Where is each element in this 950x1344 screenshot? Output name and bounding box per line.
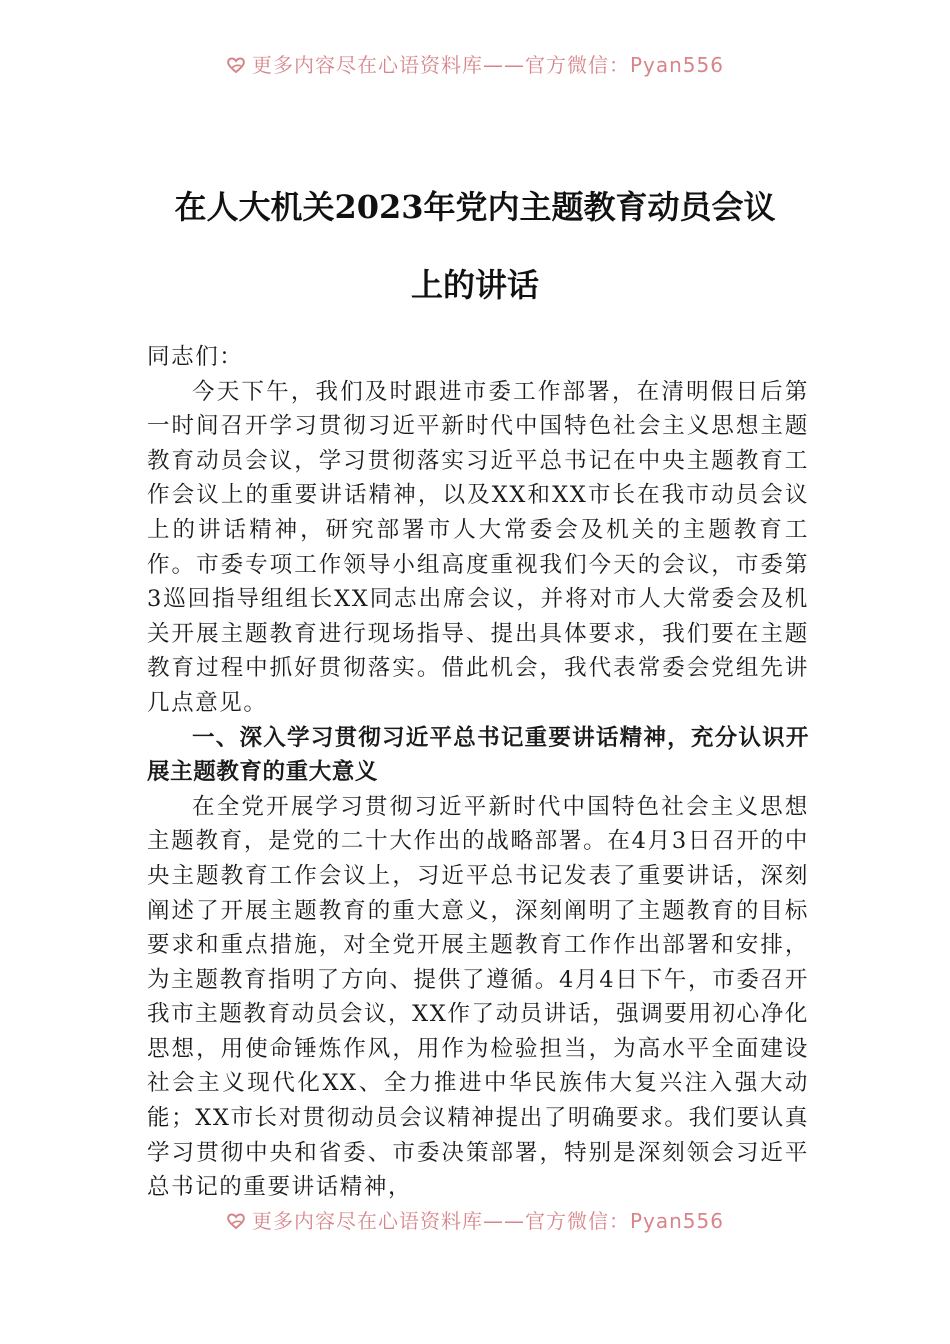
salutation: 同志们： [147,344,244,370]
watermark-bottom [0,1208,950,1234]
watermark-text: 更多内容尽在心语资料库——官方微信：Pyan556 [251,1209,724,1233]
document-body [147,340,809,1205]
title-line-2: 上的讲话 [410,266,539,304]
title-line-1: 在人大机关2023年党内主题教育动员会议 [174,188,776,226]
heart-logo-icon [226,1211,246,1231]
watermark-top [0,52,950,78]
paragraph-section-1: 在全党开展学习贯彻习近平新时代中国特色社会主义思想主题教育，是党的二十大作出的战略部署。在4月3日召开的中央主题教育工作会议上，习近平总书记发表了重要讲话，深刻阐述了开展主题教育的重大意义，深刻阐明了主题教育的目标要求和重点措施，对全党开展主题教育工作作出部署和安排，为主题教育指明了方向、提供了遵循。4月4日下午，市委召开我市主题教育动员会议，XX作了动员讲话，强调要用初心净化思想，用使命锤炼作风，用作为检验担当，为高水平全面建设社会主义现代化XX、全力推进中华民族伟大复兴注入强大动能；XX市长对贯彻动员会议精神提出了明确要求。我们要认真学习贯彻中央和省委、市委决策部署，特别是深刻领会习近平总书记的重要讲话精神， [147,793,809,1201]
watermark-text: 更多内容尽在心语资料库——官方微信：Pyan556 [251,53,724,77]
document-title [120,168,830,324]
heart-logo-icon [226,55,246,75]
paragraph-intro: 今天下午，我们及时跟进市委工作部署，在清明假日后第一时间召开学习贯彻习近平新时代中国特色社会主义思想主题教育动员会议，学习贯彻落实习近平总书记在中央主题教育工作会议上的重要讲话精神，以及XX和XX市长在我市动员会议上的讲话精神，研究部署市人大常委会及机关的主题教育工作。市委专项工作领导小组高度重视我们今天的会议，市委第3巡回指导组组长XX同志出席会议，并将对市人大常委会及机关开展主题教育进行现场指导、提出具体要求，我们要在主题教育过程中抓好贯彻落实。借此机会，我代表常委会党组先讲几点意见。 [147,378,809,716]
section-heading-1: 一、深入学习贯彻习近平总书记重要讲话精神，充分认识开展主题教育的重大意义 [147,724,809,786]
